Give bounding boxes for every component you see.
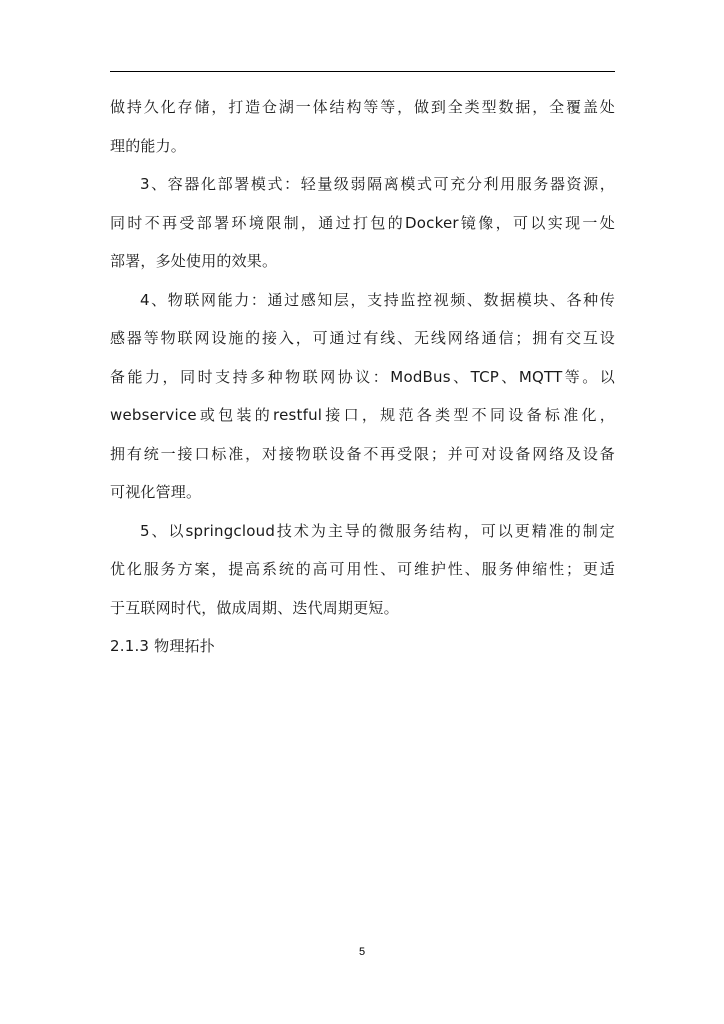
section-heading: 2.1.3 物理拓扑 [110,637,215,655]
text-line: 感器等物联网设施的接入，可通过有线、无线网络通信；拥有交互设 [110,329,615,347]
document-body [110,88,615,666]
text-line: 同时不再受部署环境限制，通过打包的Docker镜像，可以实现一处 [110,213,615,232]
text-line: 可视化管理。 [110,483,202,501]
text-line: 理的能力。 [110,136,187,155]
header-rule [110,71,615,72]
text-line: 于互联网时代，做成周期、迭代周期更短。 [110,598,399,617]
page-number: 5 [358,946,366,958]
text-line: 优化服务方案，提高系统的高可用性、可维护性、服务伸缩性；更适 [110,560,615,578]
text-line: 部署，多处使用的效果。 [110,252,278,270]
text-line: 4、物联网能力：通过感知层，支持监控视频、数据模块、各种传 [140,290,615,309]
text-line: 3、容器化部署模式：轻量级弱隔离模式可充分利用服务器资源， [140,175,615,193]
text-line: 5、以springcloud技术为主导的微服务结构，可以更精准的制定 [140,521,615,540]
text-line: 拥有统一接口标准，对接物联设备不再受限；并可对设备网络及设备 [110,444,615,463]
text-line: 做持久化存储，打造仓湖一体结构等等，做到全类型数据，全覆盖处 [110,98,615,116]
text-line: webservice或包装的restful接口，规范各类型不同设备标准化， [110,406,615,424]
text-line: 备能力，同时支持多种物联网协议：ModBus、TCP、MQTT等。以 [110,367,615,386]
